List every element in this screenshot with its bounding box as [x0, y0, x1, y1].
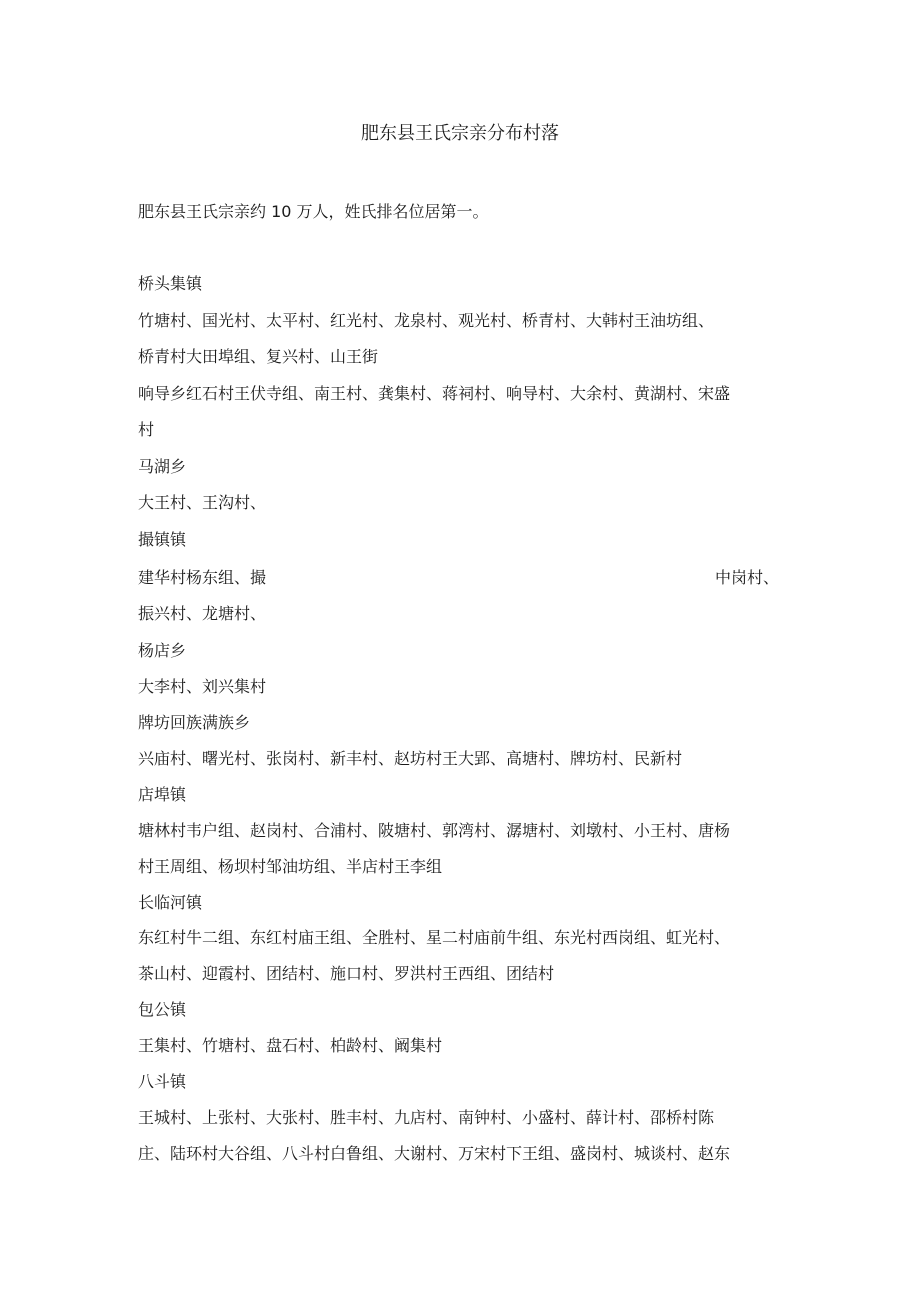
- village-line: 村王周组、杨坝村邹油坊组、半店村王李组: [138, 857, 443, 876]
- town-heading: 长临河镇: [138, 893, 203, 912]
- village-line: 东红村牛二组、东红村庙王组、全胜村、星二村庙前牛组、东光村西岗组、虹光村、: [138, 928, 731, 947]
- village-line: 响导乡红石村王伏寺组、南王村、龚集村、蒋祠村、响导村、大余村、黄湖村、宋盛: [138, 384, 731, 403]
- town-heading: 八斗镇: [138, 1072, 187, 1091]
- village-line: 王集村、竹塘村、盘石村、柏龄村、阚集村: [138, 1036, 443, 1055]
- town-heading: 包公镇: [138, 1000, 187, 1019]
- village-line: 振兴村、龙塘村、: [138, 604, 267, 623]
- village-line: 王城村、上张村、大张村、胜丰村、九店村、南钟村、小盛村、薛计村、邵桥村陈: [138, 1108, 715, 1127]
- intro-paragraph: 肥东县王氏宗亲约 10 万人，姓氏排名位居第一。: [138, 202, 489, 221]
- village-line: 大李村、刘兴集村: [138, 677, 267, 696]
- town-heading: 店埠镇: [138, 785, 187, 804]
- village-line-right-fragment: 中岗村、: [715, 568, 780, 587]
- town-heading: 撮镇镇: [138, 530, 187, 549]
- town-heading: 牌坊回族满族乡: [138, 713, 251, 732]
- town-heading: 杨店乡: [138, 641, 187, 660]
- village-line: 庄、陆环村大谷组、八斗村白鲁组、大谢村、万宋村下王组、盛岗村、城谈村、赵东: [138, 1144, 731, 1163]
- town-heading: 桥头集镇: [138, 274, 203, 293]
- village-line: 茶山村、迎霞村、团结村、施口村、罗洪村王西组、团结村: [138, 964, 555, 983]
- village-line: 桥青村大田埠组、复兴村、山王街: [138, 347, 379, 366]
- village-line: 建华村杨东组、撮: [138, 568, 267, 587]
- village-line: 塘林村韦户组、赵岗村、合浦村、陂塘村、郭湾村、潺塘村、刘墩村、小王村、唐杨: [138, 821, 731, 840]
- village-line: 村: [138, 420, 155, 439]
- village-line: 兴庙村、曙光村、张岗村、新丰村、赵坊村王大郢、高塘村、牌坊村、民新村: [138, 749, 683, 768]
- village-line: 竹塘村、国光村、太平村、红光村、龙泉村、观光村、桥青村、大韩村王油坊组、: [138, 311, 715, 330]
- page-title: 肥东县王氏宗亲分布村落: [361, 123, 559, 144]
- village-line: 大王村、王沟村、: [138, 493, 267, 512]
- town-heading: 马湖乡: [138, 457, 187, 476]
